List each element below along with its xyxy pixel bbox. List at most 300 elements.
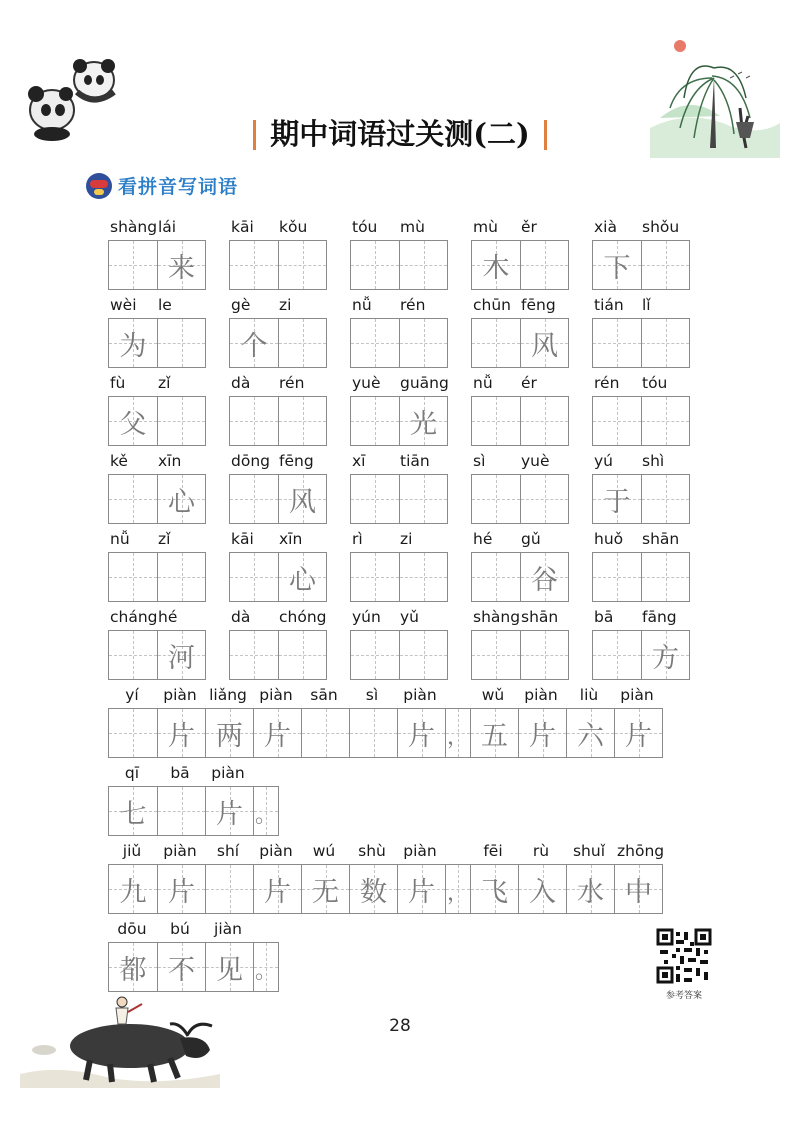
sentence-box (108, 942, 279, 992)
sentence-box (108, 708, 663, 758)
char-cell[interactable] (109, 943, 157, 991)
char-cell[interactable] (520, 319, 568, 367)
pinyin-label: zǐ (158, 530, 171, 548)
word-box (108, 396, 206, 446)
word-box (350, 552, 448, 602)
char-cell[interactable] (205, 943, 253, 991)
page-title (0, 112, 800, 153)
char-text: 九 (119, 876, 147, 908)
char-cell[interactable] (109, 553, 157, 601)
word-box (592, 240, 690, 290)
char-cell[interactable] (351, 631, 399, 679)
pinyin-label: nǚ (352, 296, 372, 314)
word-box (592, 552, 690, 602)
char-text (351, 553, 399, 601)
punctuation-text: ， (446, 881, 469, 906)
pinyin-label: nǚ (110, 530, 130, 548)
pinyin-label: jiàn (214, 920, 242, 938)
char-text (279, 241, 326, 289)
char-cell[interactable] (230, 397, 278, 445)
pinyin-label: chūn (473, 296, 511, 314)
pinyin-label: sì (365, 686, 379, 704)
char-text (642, 241, 689, 289)
pinyin-label: rù (532, 842, 550, 860)
char-text: 见 (216, 954, 243, 986)
char-cell[interactable] (109, 397, 157, 445)
pinyin-label: yuè (352, 374, 381, 392)
char-text: 都 (119, 954, 147, 986)
pinyin-label: tóu (352, 218, 378, 236)
pinyin-label: kāi (231, 530, 254, 548)
char-cell[interactable] (351, 475, 399, 523)
char-cell[interactable] (520, 397, 568, 445)
word-box (108, 552, 206, 602)
char-text: 父 (119, 408, 147, 440)
char-cell[interactable] (278, 631, 326, 679)
pinyin-label: fēi (483, 842, 503, 860)
char-cell[interactable] (641, 397, 689, 445)
title-bar-left (253, 120, 256, 150)
pinyin-label: dōu (117, 920, 147, 938)
char-text (351, 319, 399, 367)
char-cell[interactable] (641, 631, 689, 679)
char-cell[interactable] (230, 241, 278, 289)
word-box (350, 318, 448, 368)
char-cell[interactable] (593, 631, 641, 679)
word-box (471, 318, 569, 368)
char-text (521, 241, 568, 289)
pinyin-label: lái (158, 218, 177, 236)
pinyin-label: kāi (231, 218, 254, 236)
char-cell[interactable] (593, 553, 641, 601)
char-cell[interactable] (109, 865, 157, 913)
char-text (593, 553, 641, 601)
char-text (109, 475, 157, 523)
word-box (471, 240, 569, 290)
char-text: 下 (603, 252, 631, 284)
word-box (108, 318, 206, 368)
char-text (109, 709, 157, 757)
char-cell[interactable] (157, 475, 205, 523)
word-box (350, 630, 448, 680)
char-text: 光 (410, 408, 437, 440)
char-cell[interactable] (641, 553, 689, 601)
char-text: 两 (216, 720, 243, 752)
char-text: 片 (408, 720, 435, 752)
char-cell[interactable] (520, 241, 568, 289)
char-text (593, 319, 641, 367)
char-cell[interactable] (157, 709, 205, 757)
char-cell[interactable] (205, 865, 253, 913)
char-cell[interactable] (109, 709, 157, 757)
char-text (400, 319, 447, 367)
char-text (158, 397, 205, 445)
char-text (279, 631, 326, 679)
pinyin-label: bā (170, 764, 190, 782)
char-text: 片 (264, 720, 291, 752)
char-text: 水 (577, 876, 604, 908)
pinyin-label: lǐ (642, 296, 651, 314)
word-box (471, 474, 569, 524)
pinyin-label: shān (642, 530, 680, 548)
char-text: 河 (168, 642, 195, 674)
char-text: 中 (625, 876, 652, 908)
section-label: 看拼音写词语 (118, 176, 239, 198)
char-cell[interactable] (278, 475, 326, 523)
char-text: 个 (240, 330, 268, 362)
pinyin-label: tóu (642, 374, 668, 392)
pinyin-label: piàn (620, 686, 654, 704)
char-text (351, 631, 399, 679)
char-text (230, 631, 278, 679)
char-text (472, 553, 520, 601)
char-text (109, 241, 157, 289)
char-cell[interactable] (157, 319, 205, 367)
pinyin-label: wú (312, 842, 336, 860)
char-text (351, 241, 399, 289)
word-box (592, 630, 690, 680)
pinyin-label: piàn (163, 686, 197, 704)
char-text: 心 (168, 486, 195, 518)
char-cell[interactable] (472, 319, 520, 367)
char-text: 片 (216, 798, 243, 830)
char-cell[interactable] (399, 631, 447, 679)
pinyin-label: zhōng (617, 842, 665, 860)
pinyin-label: kě (110, 452, 128, 470)
punctuation-text: 。 (254, 803, 277, 828)
char-text (279, 319, 326, 367)
pinyin-label: zi (279, 296, 292, 314)
word-box (229, 240, 327, 290)
char-cell[interactable] (349, 709, 397, 757)
punctuation-text: ， (446, 725, 469, 750)
char-text (521, 475, 568, 523)
char-text (593, 397, 641, 445)
pinyin-label: tiān (400, 452, 430, 470)
pinyin-label: liù (579, 686, 599, 704)
char-cell[interactable] (518, 709, 566, 757)
char-cell[interactable] (351, 397, 399, 445)
punctuation-cell (253, 787, 278, 835)
char-text (642, 475, 689, 523)
pinyin-label: xīn (158, 452, 182, 470)
char-cell[interactable] (641, 475, 689, 523)
char-text (521, 631, 568, 679)
pinyin-label: jiǔ (122, 842, 142, 860)
char-text (230, 397, 278, 445)
char-cell[interactable] (614, 865, 662, 913)
char-text (642, 553, 689, 601)
char-text (400, 631, 447, 679)
char-text (109, 553, 157, 601)
char-cell[interactable] (301, 865, 349, 913)
char-cell[interactable] (157, 241, 205, 289)
pinyin-label: zǐ (158, 374, 171, 392)
char-cell[interactable] (518, 865, 566, 913)
char-text (230, 553, 278, 601)
pinyin-label: piàn (163, 842, 197, 860)
char-cell[interactable] (157, 397, 205, 445)
char-text (593, 631, 641, 679)
pinyin-label: yún (352, 608, 381, 626)
pinyin-label: rén (279, 374, 305, 392)
char-cell[interactable] (157, 865, 205, 913)
pinyin-label: mù (473, 218, 498, 236)
pinyin-label: piàn (259, 686, 293, 704)
sentence-box (108, 864, 663, 914)
char-text (109, 631, 157, 679)
char-cell[interactable] (472, 631, 520, 679)
pinyin-label: bú (170, 920, 190, 938)
char-cell[interactable] (397, 865, 445, 913)
char-text: 七 (119, 798, 147, 830)
pinyin-label: dōng (231, 452, 270, 470)
word-box (229, 318, 327, 368)
pinyin-label: hé (158, 608, 178, 626)
word-box (592, 474, 690, 524)
char-text (206, 865, 253, 913)
char-text: 片 (264, 876, 291, 908)
pinyin-label: piàn (524, 686, 558, 704)
pinyin-label: kǒu (279, 218, 308, 236)
char-cell[interactable] (470, 865, 518, 913)
char-cell[interactable] (399, 475, 447, 523)
char-cell[interactable] (230, 475, 278, 523)
pinyin-label: wèi (110, 296, 137, 314)
sentence-box (108, 786, 279, 836)
pinyin-label: nǚ (473, 374, 493, 392)
char-cell[interactable] (351, 241, 399, 289)
char-cell[interactable] (230, 553, 278, 601)
char-cell[interactable] (205, 787, 253, 835)
pinyin-label: piàn (211, 764, 245, 782)
char-text: 数 (360, 876, 387, 908)
char-cell[interactable] (520, 553, 568, 601)
char-text (351, 397, 399, 445)
pinyin-label: sì (473, 452, 486, 470)
char-text: 方 (652, 642, 679, 674)
pinyin-label: hé (473, 530, 493, 548)
buffalo-illustration (20, 994, 220, 1088)
char-text: 入 (529, 876, 556, 908)
char-cell[interactable] (593, 241, 641, 289)
char-cell[interactable] (157, 553, 205, 601)
char-text (472, 475, 520, 523)
char-cell[interactable] (399, 553, 447, 601)
word-box (229, 630, 327, 680)
char-cell[interactable] (472, 553, 520, 601)
char-text (350, 709, 397, 757)
word-box (229, 552, 327, 602)
char-text (400, 553, 447, 601)
char-cell[interactable] (301, 709, 349, 757)
pinyin-label: bā (594, 608, 614, 626)
char-text (158, 787, 205, 835)
pinyin-label: shàng (473, 608, 521, 626)
char-text (472, 319, 520, 367)
pinyin-label: ěr (521, 218, 537, 236)
pinyin-label: liǎng (209, 686, 247, 704)
char-cell[interactable] (472, 475, 520, 523)
pinyin-label: piàn (259, 842, 293, 860)
word-box (471, 630, 569, 680)
char-cell[interactable] (157, 787, 205, 835)
word-box (350, 240, 448, 290)
char-cell[interactable] (520, 475, 568, 523)
word-box (229, 396, 327, 446)
char-cell[interactable] (351, 553, 399, 601)
char-cell[interactable] (109, 475, 157, 523)
char-text (351, 475, 399, 523)
char-cell[interactable] (472, 397, 520, 445)
pinyin-label: fēng (521, 296, 556, 314)
char-cell[interactable] (278, 319, 326, 367)
char-cell[interactable] (470, 709, 518, 757)
pinyin-label: gè (231, 296, 251, 314)
char-text: 六 (577, 720, 604, 752)
char-text: 于 (603, 486, 631, 518)
pinyin-label: cháng (110, 608, 158, 626)
char-text: 片 (168, 720, 195, 752)
char-cell[interactable] (593, 319, 641, 367)
pinyin-label: fēng (279, 452, 314, 470)
pinyin-label: dà (231, 374, 251, 392)
char-cell[interactable] (593, 397, 641, 445)
word-box (108, 630, 206, 680)
word-box (350, 396, 448, 446)
char-cell[interactable] (399, 397, 447, 445)
char-cell[interactable] (566, 865, 614, 913)
char-cell[interactable] (641, 241, 689, 289)
pinyin-label: zi (400, 530, 413, 548)
char-text: 五 (481, 720, 508, 752)
char-text: 片 (625, 720, 652, 752)
char-text (158, 553, 205, 601)
char-cell[interactable] (253, 709, 301, 757)
char-cell[interactable] (472, 241, 520, 289)
char-cell[interactable] (399, 319, 447, 367)
word-box (350, 474, 448, 524)
pinyin-label: gǔ (521, 530, 541, 548)
pinyin-label: shàng (110, 218, 158, 236)
char-text: 为 (119, 330, 147, 362)
char-cell[interactable] (349, 865, 397, 913)
char-text: 木 (482, 252, 510, 284)
char-text: 片 (168, 876, 195, 908)
word-box (592, 396, 690, 446)
char-cell[interactable] (641, 319, 689, 367)
char-text: 心 (289, 564, 316, 596)
char-cell[interactable] (397, 709, 445, 757)
char-text (642, 397, 689, 445)
pinyin-label: fù (110, 374, 126, 392)
char-text (302, 709, 349, 757)
word-box (471, 552, 569, 602)
char-cell[interactable] (109, 631, 157, 679)
char-text: 风 (289, 486, 316, 518)
pinyin-label: qī (124, 764, 140, 782)
char-cell[interactable] (109, 241, 157, 289)
char-cell[interactable] (399, 241, 447, 289)
pinyin-label: yuè (521, 452, 550, 470)
title-text: 期中词语过关测(二) (270, 117, 530, 151)
section-heading (86, 172, 238, 199)
punctuation-cell (445, 709, 470, 757)
char-cell[interactable] (351, 319, 399, 367)
pinyin-label: guāng (400, 374, 449, 392)
char-text (642, 319, 689, 367)
word-box (229, 474, 327, 524)
pinyin-label: rén (400, 296, 426, 314)
char-cell[interactable] (278, 553, 326, 601)
pinyin-label: rén (594, 374, 620, 392)
char-cell[interactable] (230, 319, 278, 367)
char-text (472, 397, 520, 445)
word-box (592, 318, 690, 368)
char-text: 风 (531, 330, 558, 362)
char-cell[interactable] (109, 787, 157, 835)
pinyin-label: mù (400, 218, 425, 236)
pinyin-label: huǒ (594, 530, 624, 548)
char-cell[interactable] (593, 475, 641, 523)
char-text: 谷 (531, 564, 558, 596)
char-text: 片 (529, 720, 556, 752)
pinyin-label: yú (594, 452, 613, 470)
char-cell[interactable] (614, 709, 662, 757)
pinyin-label: shì (642, 452, 665, 470)
pinyin-label: ér (521, 374, 537, 392)
pinyin-label: sān (310, 686, 338, 704)
char-cell[interactable] (278, 241, 326, 289)
char-cell[interactable] (278, 397, 326, 445)
punctuation-cell (445, 865, 470, 913)
char-cell[interactable] (157, 943, 205, 991)
pinyin-label: piàn (403, 686, 437, 704)
pinyin-label: xī (352, 452, 366, 470)
char-text (158, 319, 205, 367)
pinyin-label: shù (358, 842, 386, 860)
char-cell[interactable] (157, 631, 205, 679)
char-text (521, 397, 568, 445)
pinyin-label: xià (594, 218, 617, 236)
char-cell[interactable] (230, 631, 278, 679)
char-text: 片 (408, 876, 435, 908)
pinyin-label: dà (231, 608, 251, 626)
char-text (472, 631, 520, 679)
char-text: 无 (312, 876, 339, 908)
punctuation-text: 。 (254, 959, 277, 984)
char-cell[interactable] (205, 709, 253, 757)
char-text (279, 397, 326, 445)
char-cell[interactable] (109, 319, 157, 367)
char-cell[interactable] (253, 865, 301, 913)
qr-code-icon (656, 928, 712, 984)
pinyin-label: yí (125, 686, 139, 704)
pinyin-label: le (158, 296, 172, 314)
opera-mask-icon (86, 173, 112, 199)
word-box (108, 240, 206, 290)
char-cell[interactable] (566, 709, 614, 757)
pinyin-label: chóng (279, 608, 327, 626)
char-text: 飞 (481, 876, 508, 908)
char-cell[interactable] (520, 631, 568, 679)
char-text (400, 241, 447, 289)
pinyin-label: wǔ (481, 686, 505, 704)
qr-caption: 参考答案 (665, 991, 702, 1001)
word-box (471, 396, 569, 446)
punctuation-cell (253, 943, 278, 991)
word-box (108, 474, 206, 524)
